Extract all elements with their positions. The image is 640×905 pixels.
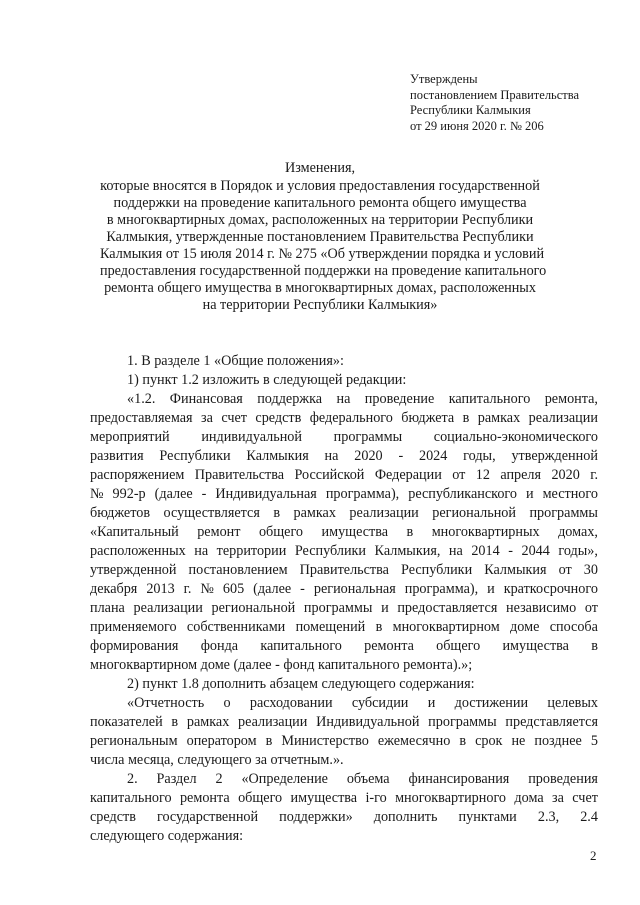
word: фонда [200,638,239,654]
word: рамках [186,714,230,730]
word: программы [428,714,497,730]
body-line [90,599,598,618]
word: общего [258,524,304,540]
word: краткосрочного [503,581,598,597]
word: 2013 [146,581,175,597]
body-line [90,713,598,732]
title-line: которые вносятся в Порядок и условия предоставления государственной [100,178,540,194]
word: постановлением [188,562,288,578]
word: региональной [211,600,296,616]
word: распоряжением [90,467,185,483]
word: 2020 [551,467,580,483]
word: 2014 [471,543,500,559]
paragraph-item-1: 1) пункт 1.2 изложить в следующей редакции: [127,372,407,388]
body-line [90,542,598,561]
word: апреля [500,467,542,483]
word: региональной [432,505,516,521]
word: Индивидуальная [215,486,317,502]
word: 2 [215,771,223,787]
word: годы», [558,543,598,559]
word: в [462,410,470,426]
word: бюджета [401,410,455,426]
word: средств [90,809,136,825]
title-line: Калмыкия, утвержденные постановлением Правительства Республики [106,229,534,245]
word: и [525,486,534,502]
approval-stamp [410,72,630,134]
word: применяемого [90,619,177,635]
title-line: на территории Республики Калмыкия» [202,297,438,313]
word: капитального [90,790,172,806]
word: общего [238,790,283,806]
body-line [90,694,598,713]
body-line [90,732,598,751]
body-line [90,504,598,523]
word: о [223,695,231,711]
word: Республики [294,543,367,559]
word: г. [590,467,598,483]
word: мероприятий [90,429,170,445]
word: в [375,619,383,635]
word: не [511,733,526,749]
word: реализации [528,410,598,426]
word: предоставляемая [90,410,193,426]
word: реализации [349,505,419,521]
word: от [584,600,598,616]
word: срок [475,733,503,749]
body-line: числа месяца, следующего за отчетным.». [90,752,344,768]
title-line: Калмыкия от 15 июля 2014 г. № 275 «Об утверждении порядка и условий [100,246,545,262]
word: рамках [477,410,521,426]
body-line [90,561,598,580]
approval-line: от 29 июня 2020 г. № 206 [410,118,544,133]
word: в [265,733,273,749]
body-line [90,580,598,599]
word: декабря [90,581,138,597]
document-title [100,160,547,314]
word: государственной [156,809,259,825]
word: имущества [290,790,358,806]
word: Финансовая [169,391,243,407]
word: капитального [260,638,342,654]
word: дополнить [373,809,438,825]
word: проведения [528,771,598,787]
word: 992-р [112,486,146,502]
word: объема [346,771,390,787]
word: индивидуальной [201,429,302,445]
word: территории [216,543,287,559]
word: доме [510,619,540,635]
body-line [90,409,598,428]
body-line [90,428,598,447]
word: региональным [90,733,178,749]
body-line [90,485,598,504]
word: предоставляется [397,600,498,616]
word: Министерство [281,733,369,749]
word: 2024 [418,448,448,464]
word: за [200,410,213,426]
word: на [324,448,339,464]
word: г. [183,581,192,597]
word: программа), [325,486,400,502]
word: развития [90,448,144,464]
body-line [90,523,598,542]
word: в [273,505,281,521]
word: от [558,562,572,578]
word: (далее [154,486,193,502]
word: Раздел [156,771,197,787]
word: программы [303,600,373,616]
word: программа), [404,581,479,597]
body-line [90,618,598,637]
word: 2.3, [537,809,560,825]
word: достижении [454,695,529,711]
word: реализации [133,600,203,616]
title-line: в многоквартирных домах, расположенных на территории Республики [106,212,534,228]
word: поддержки» [279,809,353,825]
word: пунктами [458,809,517,825]
word: 30 [583,562,598,578]
word: Российской [294,467,365,483]
word: дома [514,790,544,806]
word: показателей [90,714,163,730]
body-line [90,466,598,485]
word: утвержденной [90,562,177,578]
word: № [200,581,214,597]
body-line: многоквартирном доме (далее - фонд капитального ремонта).»; [90,657,473,673]
word: «Отчетность [127,695,205,711]
word: расположенных [90,543,186,559]
word: Республики [400,562,473,578]
word: утвержденной [511,448,598,464]
word: 605 [222,581,245,597]
title-heading: Изменения, [284,160,356,176]
approval-line: постановлением Правительства [410,87,580,102]
word: представляется [505,714,598,730]
word: - [398,448,404,464]
word: субсидии [351,695,409,711]
word: Калмыкия [484,562,547,578]
word: и [381,600,389,616]
word: на [336,391,351,407]
word: реализации [238,714,308,730]
word: проведение [364,391,435,407]
word: 5 [590,733,598,749]
word: поддержка [257,391,323,407]
word: - [508,543,513,559]
word: целевых [547,695,598,711]
word: собственниками [186,619,286,635]
word: (далее [253,581,292,597]
word: многоквартирных [431,524,540,540]
word: рамках [293,505,336,521]
document-body [90,352,598,846]
word: региональная [313,581,396,597]
word: ежемесячно [377,733,451,749]
word: и [427,695,436,711]
word: ремонта, [544,391,598,407]
body-line [90,637,598,656]
body-line [90,770,598,789]
word: ремонта [364,638,414,654]
paragraph-item-2: 2) пункт 1.8 дополнить абзацем следующего содержания: [127,676,475,692]
word: местного [542,486,598,502]
title-line: ремонта общего имущества в многоквартирных домах, расположенных [104,280,536,296]
word: ремонта [179,790,230,806]
body-line [90,390,598,409]
word: счет [572,790,598,806]
word: «Определение [241,771,328,787]
word: 2020 [354,448,383,464]
word: плана [90,600,125,616]
word: республиканского [408,486,517,502]
word: осуществляется [163,505,260,521]
word: - [201,486,207,502]
body-line [90,447,598,466]
word: способа [549,619,598,635]
word: - [300,581,305,597]
body-line: следующего содержания: [90,828,244,844]
word: 2044 [521,543,550,559]
word: домах, [558,524,598,540]
word: годы, [463,448,496,464]
word: многоквартирного [395,790,507,806]
word: бюджетов [90,505,151,521]
approval-line: Утверждены [410,72,478,86]
word: программы [529,505,598,521]
word: в [406,524,414,540]
word: формирования [90,638,179,654]
title-line: предоставления государственной поддержки на проведение капитального [100,263,547,279]
word: на [448,543,463,559]
word: независимо [506,600,577,616]
body-line [90,808,598,827]
word: № [90,486,104,502]
word: ремонт [197,524,241,540]
word: капитального [448,391,531,407]
page-number: 2 [590,848,597,863]
word: 2. [127,771,138,787]
word: от [452,467,466,483]
word: Правительства [194,467,285,483]
word: позднее [534,733,582,749]
paragraph-section-1: 1. В разделе 1 «Общие положения»: [127,353,344,369]
approval-line: Республики Калмыкия [410,103,531,117]
word: расходовании [249,695,333,711]
word: Федерации [374,467,442,483]
word: на [194,543,209,559]
word: Индивидуальной [316,714,420,730]
word: 12 [475,467,490,483]
word: в [171,714,179,730]
word: средств [255,410,302,426]
word: в [459,733,467,749]
word: оператором [186,733,257,749]
word: помещений [295,619,366,635]
word: федерального [309,410,393,426]
word: Правительства [299,562,389,578]
title-line: поддержки на проведение капитального ремонта общего имущества [113,195,527,211]
word: многоквартирном [392,619,500,635]
word: 2.4 [580,809,598,825]
word: и [487,581,495,597]
word: i-го [365,790,387,806]
word: за [552,790,564,806]
word: Республики [159,448,231,464]
word: социально-экономического [433,429,598,445]
word: общего [436,638,481,654]
word: Калмыкия [246,448,309,464]
word: «1.2. [127,391,156,407]
word: имущества [502,638,569,654]
word: «Капитальный [90,524,179,540]
word: счет [221,410,247,426]
word: Калмыкия, [374,543,441,559]
word: программы [333,429,403,445]
word: финансирования [408,771,510,787]
word: имущества [321,524,389,540]
word: в [591,638,598,654]
body-line [90,789,598,808]
